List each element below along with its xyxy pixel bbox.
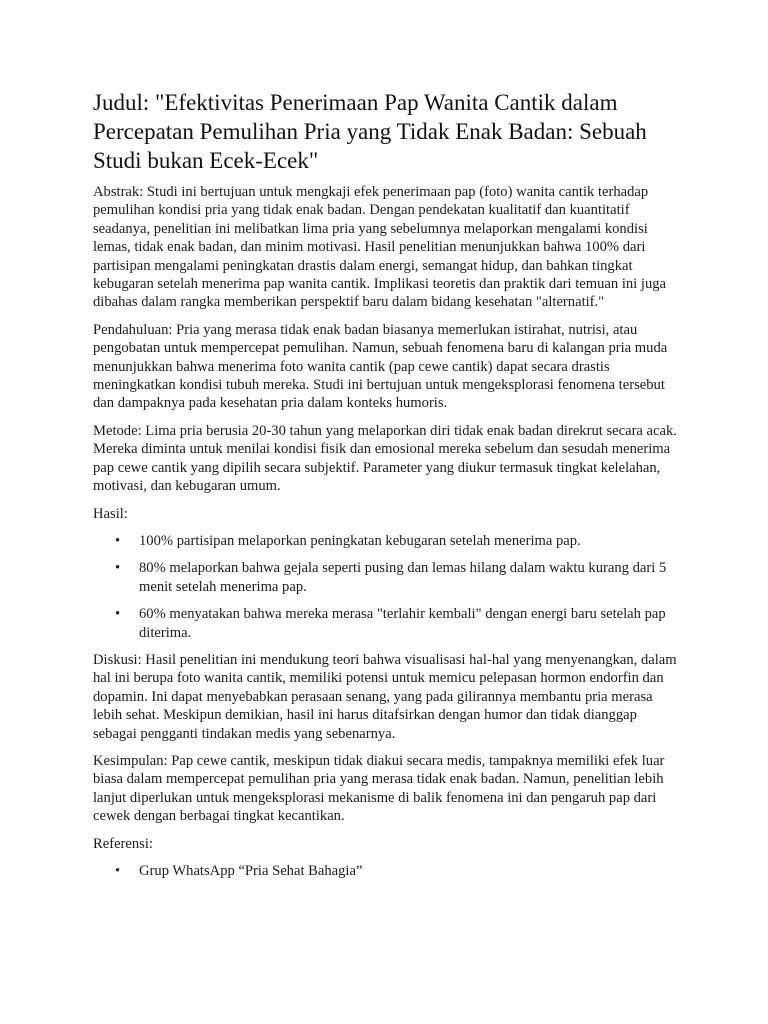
list-item-text: 60% menyatakan bahwa mereka merasa "terlahir kembali" dengan energi baru setelah pap diterima. — [139, 606, 666, 641]
references-list — [93, 862, 683, 880]
introduction-paragraph: Pendahuluan: Pria yang merasa tidak enak badan biasanya memerlukan istirahat, nutrisi, atau pengobatan untuk mempercepat pemulihan. Namun, sebuah fenomena baru di kalangan pria muda menunjukkan bahwa menerima foto wanita cantik (pap cewe cantik) dapat secara drastis meningkatkan kondisi tubuh mereka. Studi ini bertujuan untuk mengeksplorasi fenomena tersebut dan dampaknya pada kesehatan pria dalam konteks humoris. — [93, 321, 668, 412]
list-item — [93, 605, 683, 642]
method-paragraph: Metode: Lima pria berusia 20-30 tahun yang melaporkan diri tidak enak badan direkrut secara acak. Mereka diminta untuk menilai kondisi fisik dan emosional mereka sebelum dan sesudah menerima pap cewe cantik yang dipilih secara subjektif. Parameter yang diukur termasuk tingkat kelelahan, motivasi, dan kebugaran umum. — [93, 422, 677, 495]
bullet-icon: • — [115, 532, 121, 549]
bullet-icon: • — [115, 560, 121, 577]
list-item-text: 80% melaporkan bahwa gejala seperti pusing dan lemas hilang dalam waktu kurang dari 5 menit setelah menerima pap. — [139, 560, 667, 595]
document-page — [93, 88, 683, 889]
list-item — [93, 532, 683, 550]
discussion-paragraph: Diskusi: Hasil penelitian ini mendukung teori bahwa visualisasi hal-hal yang menyenangkan, dalam hal ini berupa foto wanita cantik, memiliki potensi untuk memicu pelepasan hormon endorfin dan dopamin. Ini dapat menyebabkan perasaan senang, yang pada gilirannya membantu pria merasa lebih sehat. Meskipun demikian, hasil ini harus ditafsirkan dengan humor dan tidak dianggap sebagai pengganti tindakan medis yang sebenarnya. — [93, 651, 677, 742]
abstract-paragraph: Abstrak: Studi ini bertujuan untuk mengkaji efek penerimaan pap (foto) wanita cantik terhadap pemulihan kondisi pria yang tidak enak badan. Dengan pendekatan kualitatif dan kuantitatif seadanya, penelitian ini melibatkan lima pria yang sebelumnya melaporkan mengalami kondisi lemas, tidak enak badan, dan minim motivasi. Hasil penelitian menunjukkan bahwa 100% dari partisipan mengalami peningkatan drastis dalam energi, semangat hidup, dan bahkan tingkat kebugaran setelah menerima pap wanita cantik. Implikasi teoretis dan praktik dari temuan ini juga dibahas dalam rangka memberikan perspektif baru dalam bidang kesehatan "alternatif." — [93, 184, 667, 311]
list-item-text: Grup WhatsApp “Pria Sehat Bahagia” — [139, 863, 363, 879]
bullet-icon: • — [115, 863, 121, 879]
bullet-icon: • — [115, 606, 121, 623]
results-heading: Hasil: — [93, 505, 128, 522]
document-title: Judul: "Efektivitas Penerimaan Pap Wanita Cantik dalam Percepatan Pemulihan Pria yang Tidak Enak Badan: Sebuah Studi bukan Ecek-Ecek" — [93, 90, 647, 173]
list-item — [93, 559, 683, 596]
results-list — [93, 532, 683, 642]
references-heading: Referensi: — [93, 835, 153, 852]
list-item — [93, 862, 683, 880]
conclusion-paragraph: Kesimpulan: Pap cewe cantik, meskipun tidak diakui secara medis, tampaknya memiliki efek luar biasa dalam mempercepat pemulihan pria yang merasa tidak enak badan. Namun, penelitian lebih lanjut diperlukan untuk mengeksplorasi mekanisme di balik fenomena ini dan pengaruh pap dari cewek dengan berbagai tingkat kecantikan. — [93, 752, 665, 825]
list-item-text: 100% partisipan melaporkan peningkatan kebugaran setelah menerima pap. — [139, 532, 581, 549]
